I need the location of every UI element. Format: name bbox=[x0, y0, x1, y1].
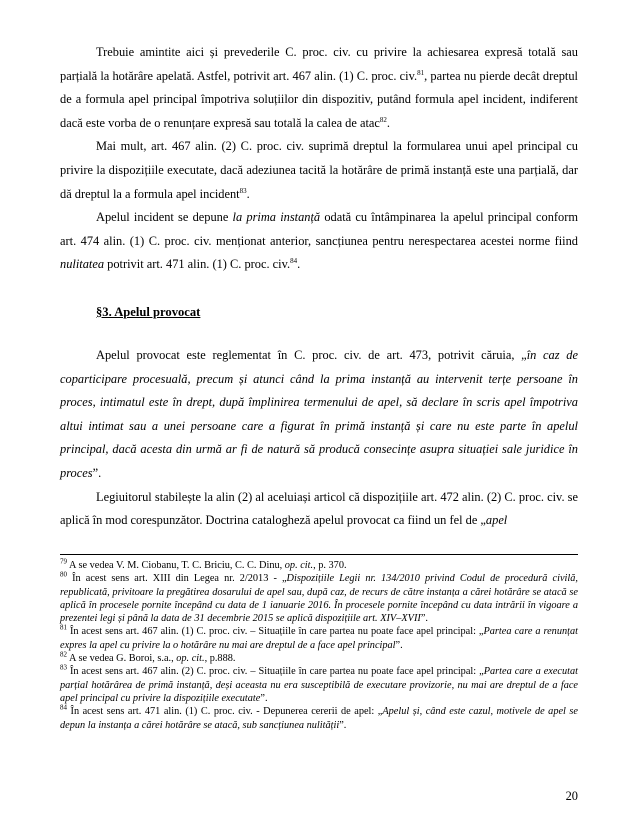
footnote-81: $^{81}$ În acest sens art. 467 alin. (1) C. proc. civ. – Situațiile în care partea nu poate face apel principal: „Partea care a renunțat expres la apel cu privire la o hotărâre nu mai are dreptul de a face apel principal”. bbox=[60, 624, 578, 651]
footnote-ref-81: 81 bbox=[417, 68, 425, 77]
footnote-ref-82: 82 bbox=[379, 115, 387, 124]
footnote-84: $^{84}$ În acest sens art. 471 alin. (1) C. proc. civ. - Depunerea cererii de apel: „Apelul și, când este cazul, motivele de apel se depun la instanța a cărei hotărâre se atacă, sub sancțiunea nulității”. bbox=[60, 703, 578, 731]
footnote-82: $^{82}$ A se vedea G. Boroi, s.a., op. cit., p.888. bbox=[60, 650, 236, 665]
paragraph-achiesare: Trebuie amintite aici și prevederile C. proc. civ. cu privire la achiesarea expresă totală sau parțială la hotărâre apelată. Astfel, potrivit art. 467 alin. (1) C. proc. civ.$^{81}$, partea nu pierde decât dreptul de a formula apel principal împotriva soluțiilor din dispozitiv, putând formula apel incident, indiferent dacă este vorba de o renunțare expresă sau totală la calea de atac$^{82}$. bbox=[60, 45, 579, 130]
body-text bbox=[60, 41, 578, 533]
page-number: 20 bbox=[565, 789, 578, 803]
footnote-ref-83: 83 bbox=[239, 186, 247, 195]
paragraph-apel-incident: Apelul incident se depune la prima instanță odată cu întâmpinarea la apelul principal conform art. 474 alin. (1) C. proc. civ. menționat anterior, sancțiunea pentru nerespectarea acestei norme fiind nulitatea potrivit art. 471 alin. (1) C. proc. civ.$^{84}$. bbox=[60, 210, 578, 272]
section-heading: §3. Apelul provocat bbox=[96, 304, 201, 319]
footnote-80: $^{80}$ În acest sens art. XIII din Legea nr. 2/2013 - „Dispozițiile Legii nr. 134/2010 privind Codul de procedură civilă, republicată, privitoare la pregătirea dosarului de apel sau, după caz, de recurs de către instanța a cărei hotărâre se atacă se aplică în procesele pornite începând cu data de 1 ianuarie 2016. În procesele pornite începând cu data intrării în vigoare a prezentei legi și până la data de 31 decembrie 2015 se aplică dispozițiile art. XIV–XVII”. bbox=[60, 570, 578, 625]
footnotes bbox=[60, 559, 578, 732]
footnote-ref-84: 84 bbox=[290, 257, 298, 266]
footnote-83: $^{83}$ În acest sens art. 467 alin. (2) C. proc. civ. – Situațiile în care partea nu poate face apel principal: „Partea care a executat parțial hotărârea de primă instanță, deși aceasta nu era susceptibilă de executare provizorie, nu mai are dreptul de a face apel principal cu privire la dispozițiile executate”. bbox=[60, 663, 579, 704]
footnote-separator bbox=[60, 554, 578, 555]
paragraph-apel-provocat: Apelul provocat este reglementat în C. proc. civ. de art. 473, potrivit căruia, „în caz de coparticipare procesuală, precum și atunci când la prima instanță au intervenit terțe persoane în proces, intimatul este în drept, după împlinirea termenului de apel, să declare în scris apel împotriva altui intimat sau a unei persoane care a figurat în primă instanță și care nu este parte în apelul principal, dacă acesta din urmă ar fi de natură să producă consecințe asupra situației sale juridice în proces”. bbox=[60, 347, 578, 480]
paragraph-legiuitorul: Legiuitorul stabilește la alin (2) al aceluiași articol că dispozițiile art. 472 alin. (2) C. proc. civ. se aplică în mod corespunzător. Doctrina catalogheză apelul provocat ca fiind un fel de „apel bbox=[60, 489, 578, 528]
paragraph-mai-mult: Mai mult, art. 467 alin. (2) C. proc. civ. suprimă dreptul la formularea unui apel principal cu privire la dispozițiile executate, dacă adeziunea tacită la hotărâre de primă instanță este una parțială, dar dă dreptul la a formula apel incident$^{83}$. bbox=[60, 139, 578, 201]
footnote-79: $^{79}$ A se vedea V. M. Ciobanu, T. C. Briciu, C. C. Dinu, op. cit., p. 370. bbox=[60, 557, 347, 571]
